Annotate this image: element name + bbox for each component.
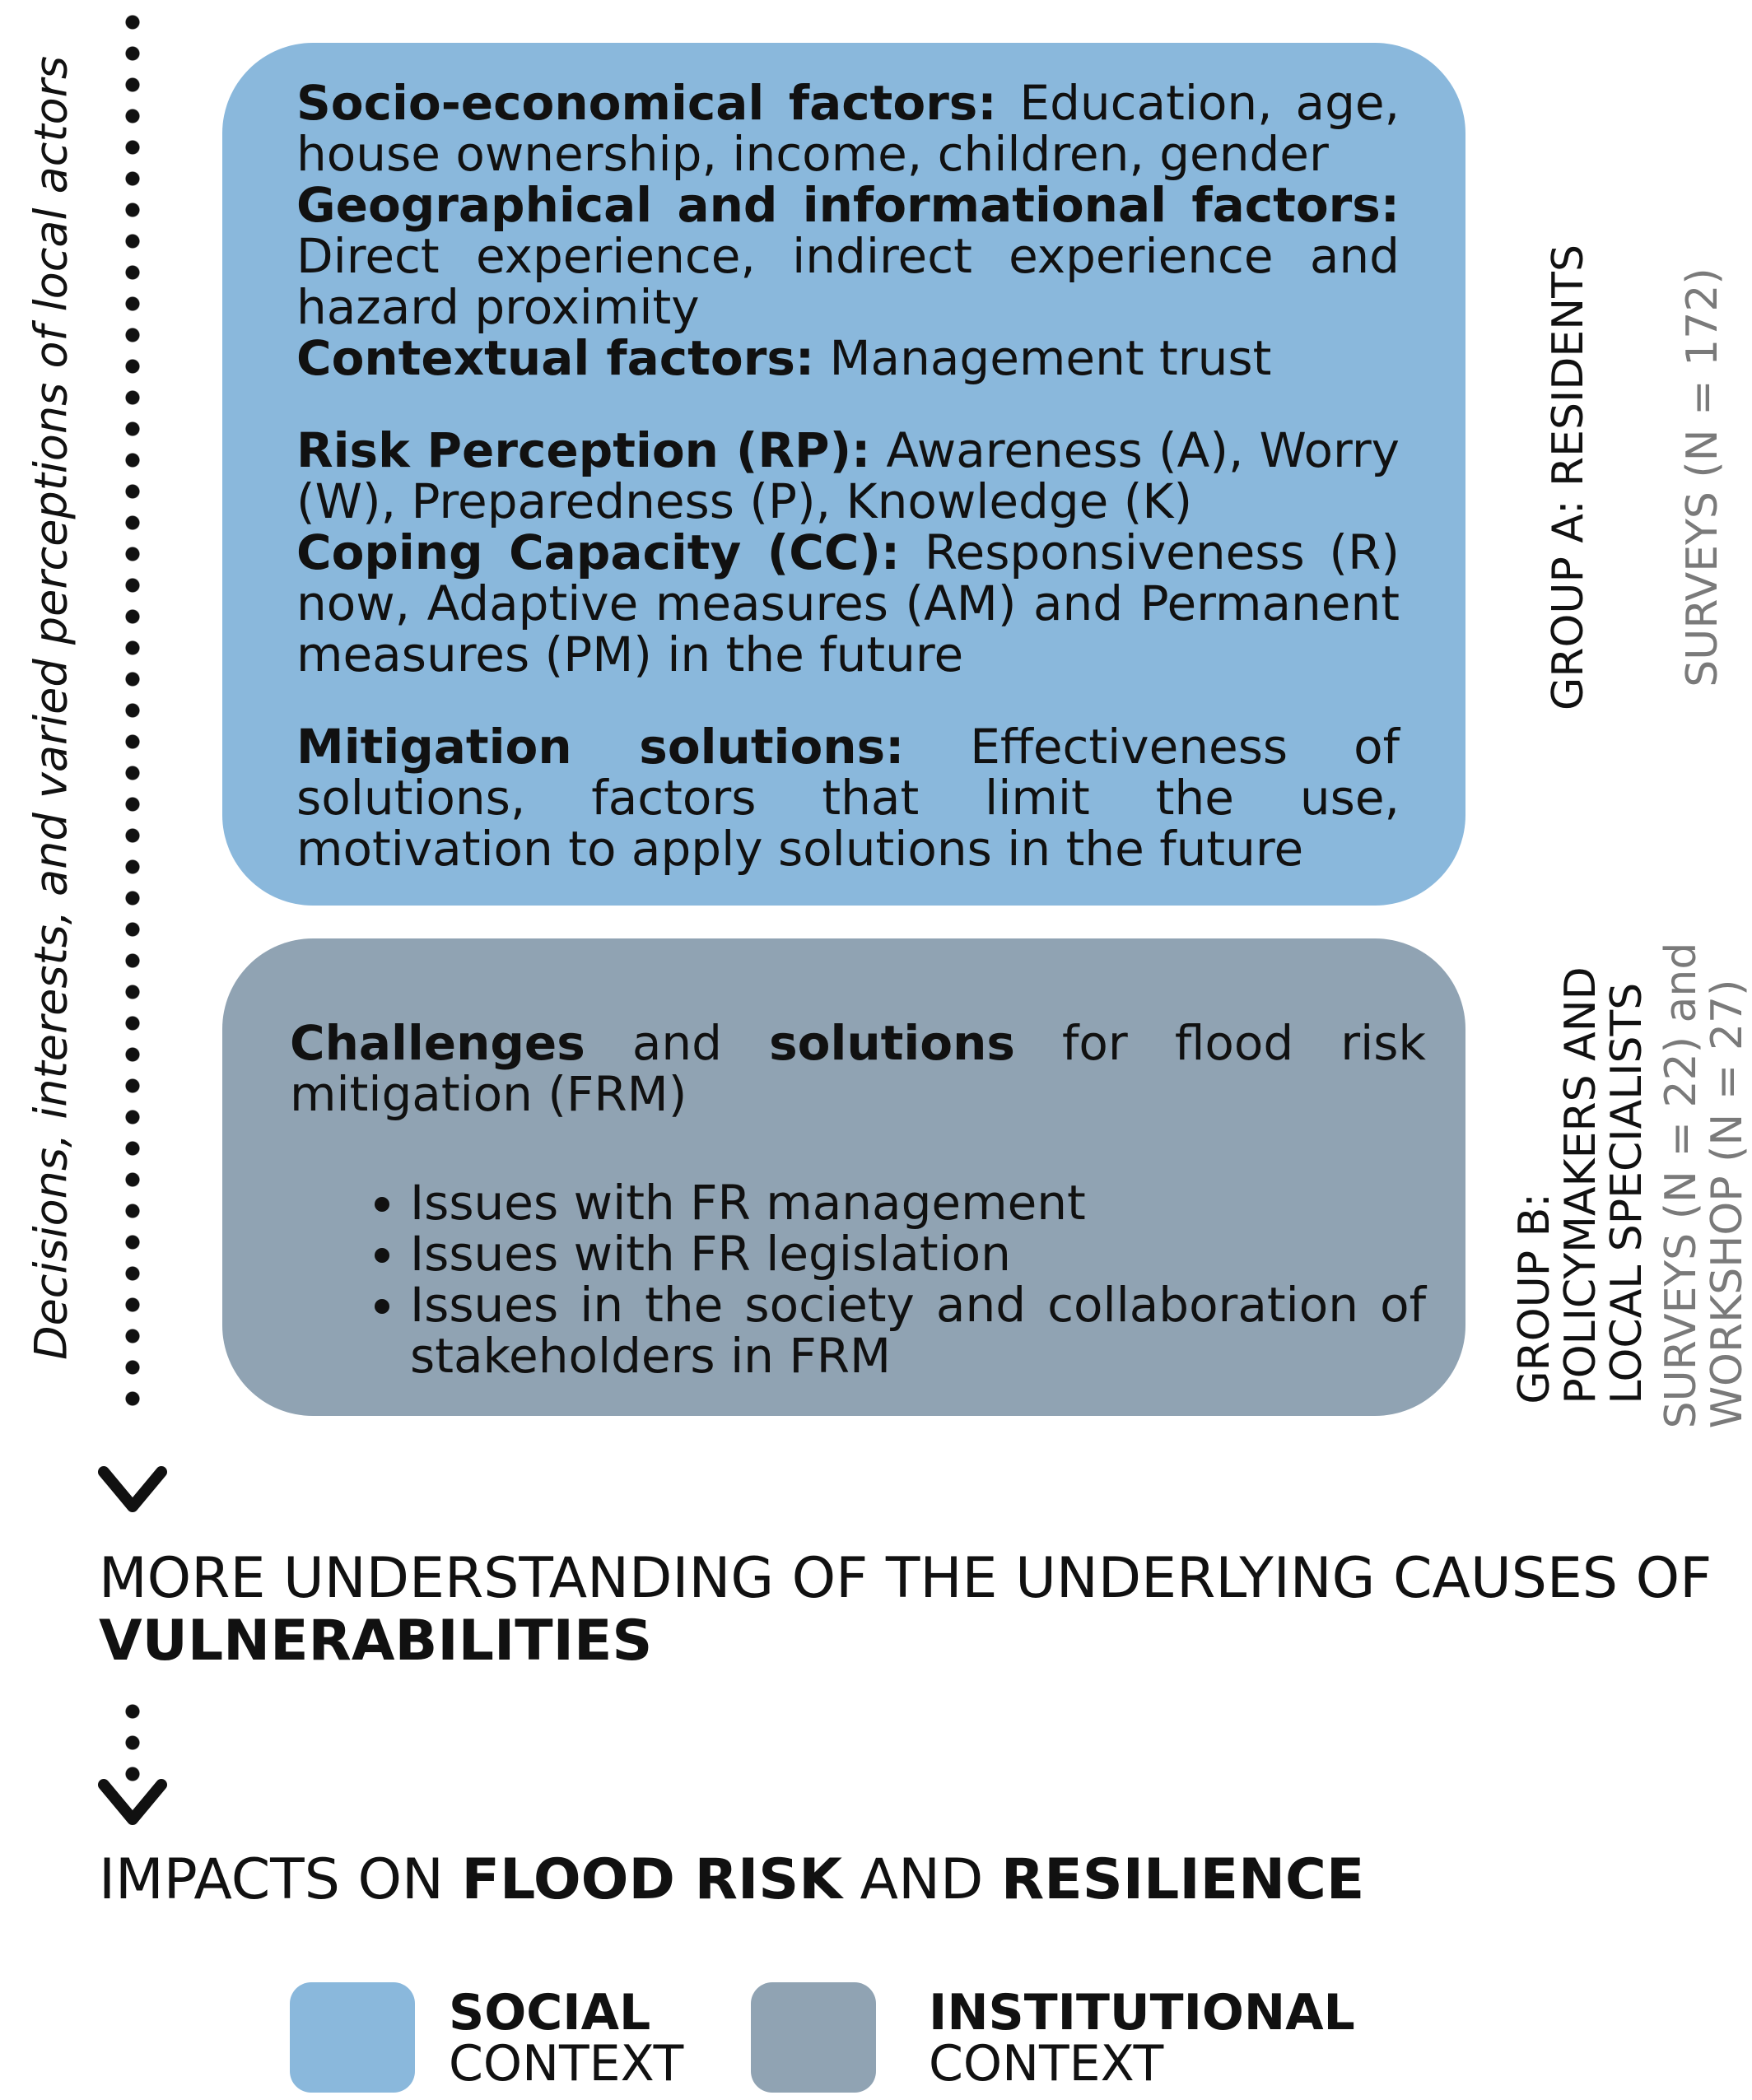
list-item: • Issues with FR management [410,1177,1426,1228]
risk-perception: Risk Perception (RP): Awareness (A), Worry (W), Preparedness (P), Knowledge (K) [296,422,1400,529]
contextual-factors: Contextual factors: Management trust [296,330,1272,386]
socio-economical-factors: Socio-economical factors: Education, age, house ownership, income, children, gender [296,75,1400,182]
challenges-heading: Challenges and solutions for flood risk mitigation (FRM) [290,1015,1426,1122]
social-context-text [296,75,1400,877]
side-label: Decisions, interests, and varied perceptions of local actors [25,55,77,1361]
group-a-method: SURVEYS (N = 172) [1678,268,1727,687]
geographical-factors: Geographical and informational factors: Direct experience, indirect experience and hazard proximity [296,177,1400,335]
list-item: • Issues in the society and collaboration of stakeholders in FRM [410,1279,1426,1381]
legend-social-label: SOCIAL CONTEXT [449,1984,684,2093]
mitigation-solutions: Mitigation solutions: Effectiveness of solutions, factors that limit the use, motivation to apply solutions in the future [296,719,1400,877]
coping-capacity: Coping Capacity (CC): Responsiveness (R) now, Adaptive measures (AM) and Permanent measures (PM) in the future [296,524,1400,682]
legend-institutional-swatch [751,1982,876,2093]
chevron-down-icon [97,1465,168,1516]
group-b-label: GROUP B: POLICYMAKERS AND LOCAL SPECIALISTS [1510,966,1652,1404]
legend-social-swatch [290,1982,415,2093]
legend-institutional-label: INSTITUTIONAL CONTEXT [929,1984,1355,2093]
chevron-down-icon [97,1778,168,1829]
dotted-arrow-line [123,7,142,1406]
list-item: • Issues with FR legislation [410,1228,1426,1279]
institutional-context-text [290,1015,1426,1384]
group-a-label: GROUP A: RESIDENTS [1544,244,1593,710]
outcome-impacts: IMPACTS ON FLOOD RISK AND RESILIENCE [99,1847,1365,1912]
outcome-understanding: MORE UNDERSTANDING OF THE UNDERLYING CAUSES OF VULNERABILITIES [99,1546,1712,1674]
issues-list [290,1175,1426,1384]
group-b-method: SURVEYS (N = 22) and WORKSHOP (N = 27) [1656,942,1752,1429]
